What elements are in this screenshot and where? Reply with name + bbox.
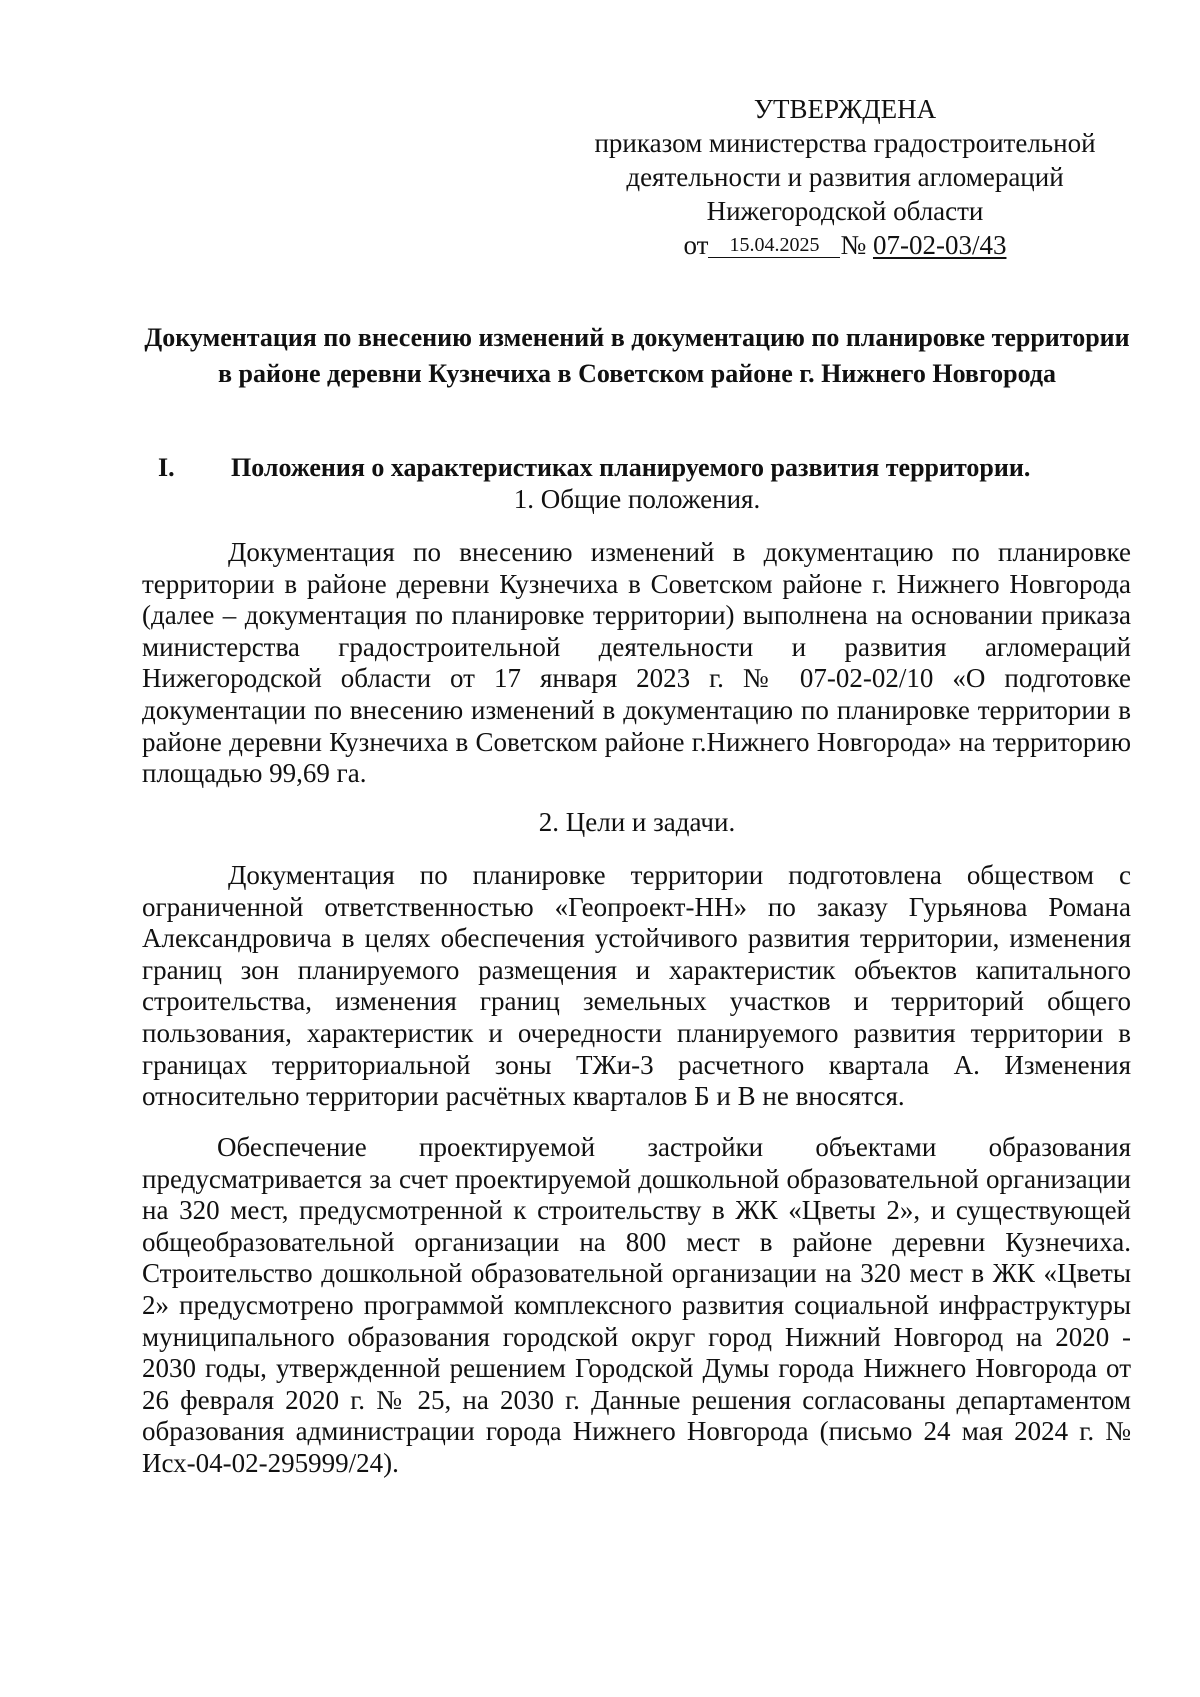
section-numeral: I. xyxy=(158,453,175,482)
document-title: Документация по внесению изменений в документацию по планировке территории в районе деревни Кузнечиха в Советском районе г. Нижнего Новгорода xyxy=(144,323,1130,388)
section-heading xyxy=(158,452,1118,484)
paragraph: Документация по планировке территории подготовлена обществом с ограниченной ответственностью «Геопроект-НН» по заказу Гурьянова Романа Александровича в целях обеспечения устойчивого развития территории, изменения границ зон планируемого размещения и характеристик объектов капитального строительства, изменения границ земельных участков и территорий общего пользования, характеристик и очередности планируемого развития территории в границах территориальной зоны ТЖи-3 расчетного квартала А. Изменения относительно территории расчётных кварталов Б и В не вносятся. xyxy=(142,860,1131,1112)
subsection-heading: 2. Цели и задачи. xyxy=(538,807,736,837)
approval-heading: УТВЕРЖДЕНА xyxy=(753,94,937,124)
approval-stamp xyxy=(560,92,1130,262)
approval-line: Нижегородской области xyxy=(706,196,984,226)
approval-number: 07-02-03/43 xyxy=(872,230,1007,260)
approval-date-line xyxy=(560,228,1130,262)
approval-line: приказом министерства градостроительной xyxy=(594,128,1096,158)
approval-line: деятельности и развития агломераций xyxy=(626,162,1064,192)
subsection-heading: 1. Общие положения. xyxy=(513,484,761,514)
date-prefix: от xyxy=(683,230,709,260)
section-title: Положения о характеристиках планируемого развития территории. xyxy=(231,453,1031,482)
number-prefix: № xyxy=(840,230,867,260)
paragraph: Обеспечение проектируемой застройки объектами образования предусматривается за счет проектируемой дошкольной образовательной организации на 320 мест, предусмотренной к строительству в ЖК «Цветы 2», и существующей общеобразовательной организации на 800 мест в районе деревни Кузнечиха. Строительство дошкольной образовательной организации на 320 мест в ЖК «Цветы 2» предусмотрено программой комплексного развития социальной инфраструктуры муниципального образования городской округ город Нижний Новгород на 2020 - 2030 годы, утвержденной решением Городской Думы города Нижнего Новгорода от 26 февраля 2020 г. № 25, на 2030 г. Данные решения согласованы департаментом образования администрации города Нижнего Новгорода (письмо 24 мая 2024 г. № Исх-04-02-295999/24). xyxy=(142,1132,1131,1478)
approval-date: 15.04.2025 xyxy=(708,233,840,258)
paragraph: Документация по внесению изменений в документацию по планировке территории в районе деревни Кузнечиха в Советском районе г. Нижнего Новгорода (далее – документация по планировке территории) выполнена на основании приказа министерства градостроительной деятельности и развития агломераций Нижегородской области от 17 января 2023 г. № 07-02-02/10 «О подготовке документации по внесению изменений в документацию по планировке территории в районе деревни Кузнечиха в Советском районе г.Нижнего Новгорода» на территорию площадью 99,69 га. xyxy=(142,537,1131,789)
